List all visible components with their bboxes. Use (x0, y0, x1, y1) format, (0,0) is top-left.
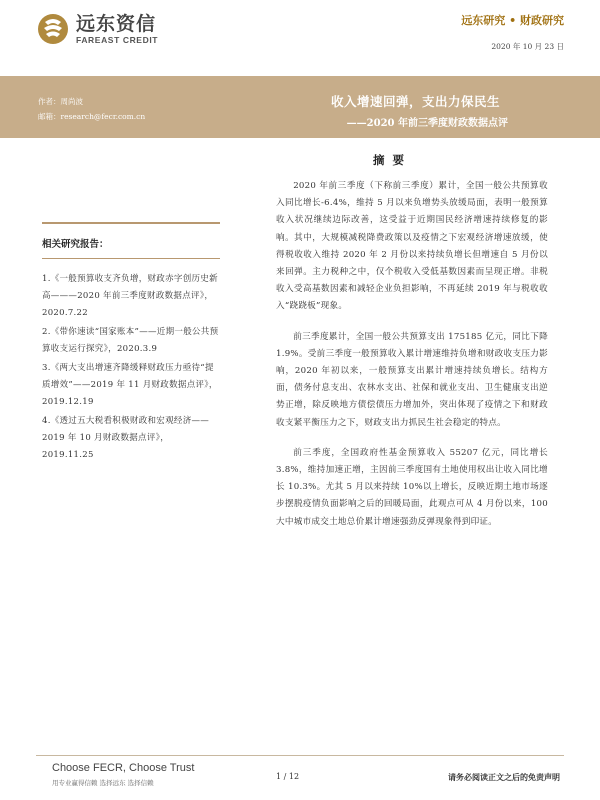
summary-paragraph: 前三季度，全国政府性基金预算收入 55207 亿元，同比增长 3.8%，维持加速正增，主因前三季度国有土地使用权出让收入同比增长 10.3%。尤其 5 月以来持续 10%以上增长，反映近期土地市场逐步摆脱疫情负面影响之后的回暖局面，此观点可从 4 月份以来，100 大中城市成交土地总价累计增速强劲反弹现象得到印证。 (276, 447, 548, 527)
author: 作者：周尚波 (38, 97, 83, 106)
report-date: 2020 年 10 月 23 日 (491, 42, 564, 51)
related-reports (42, 222, 220, 466)
related-report-item[interactable]: 3.《两大支出增速齐降缓释财政压力亟待“提质增效”——2019 年 11 月财政数据点评》，2019.12.19 (42, 363, 218, 407)
page-number: 1 / 12 (276, 772, 300, 781)
footer-divider (36, 755, 564, 756)
report-title: 收入增速回弹，支出力保民生 (330, 94, 500, 109)
related-report-item[interactable]: 2.《带你速读“国家账本”——近期一般公共预算收支运行探究》，2020.3.9 (42, 327, 219, 354)
title-banner (0, 76, 600, 138)
related-report-item[interactable]: 4.《透过五大税看积极财政和宏观经济——2019 年 10 月财政数据点评》，2019.11.25 (42, 416, 210, 460)
brand-logo (36, 12, 158, 46)
brand-name-en: FAREAST CREDIT (76, 35, 159, 45)
report-subtitle: ——2020 年前三季度财政数据点评 (346, 118, 508, 129)
related-reports-heading: 相关研究报告： (42, 239, 109, 250)
related-report-item[interactable]: 1.《一般预算收支齐负增，财政赤字创历史新高———2020 年前三季度财政数据点评》，2020.7.22 (42, 274, 218, 318)
summary-paragraph: 前三季度累计，全国一般公共预算支出 175185 亿元，同比下降 1.9%。受前三季度一般预算收入累计增速维持负增和财政收支压力影响，2020 年初以来，一般预算支出累计增速持续负增长。结构方面，债务付息支出、农林水支出、社保和就业支出、卫生健康支出逆势正增，除反映地方债偿债压力增加外，突出体现了疫情之下和财政收支紧平衡压力之下，财政支出力抓民生社会稳定的特点。 (276, 331, 548, 428)
disclaimer-link[interactable]: 请务必阅读正文之后的免责声明 (448, 772, 560, 782)
brand-name-cn: 远东资信 (76, 13, 157, 35)
related-reports-list (42, 271, 220, 464)
author-email: 邮箱：research@fecr.com.cn (38, 112, 146, 121)
summary-body (276, 178, 548, 544)
sidebar-divider (42, 258, 220, 259)
sidebar-divider (42, 222, 220, 224)
summary-heading: 摘 要 (373, 153, 407, 167)
report-series: 远东研究 • 财政研究 (461, 14, 564, 27)
footer-slogan: Choose FECR, Choose Trust (52, 762, 195, 774)
summary-paragraph: 2020 年前三季度（下称前三季度）累计，全国一般公共预算收入同比增长-6.4%，维持 5 月以来负增势头放缓局面，表明一般预算收入状况继续边际改善，这受益于近期国民经济增速持续修复的影响。其中，大规模减税降费政策以及疫情之下宏观经济增速放缓，使得税收收入维持 2020 年 2 月份以来持续负增长但增速自 5 月份以来回弹。主力税种之中，仅个税收入受低基数因素而呈现正增。非税收入受高基数因素和减轻企业负担影响，不再延续 2019 年与税收收入“跷跷板”现象。 (276, 181, 548, 312)
fareast-logo-icon (36, 12, 70, 46)
footer-slogan-cn: 用专业赢得信赖 选择远东 选择信赖 (52, 779, 154, 787)
